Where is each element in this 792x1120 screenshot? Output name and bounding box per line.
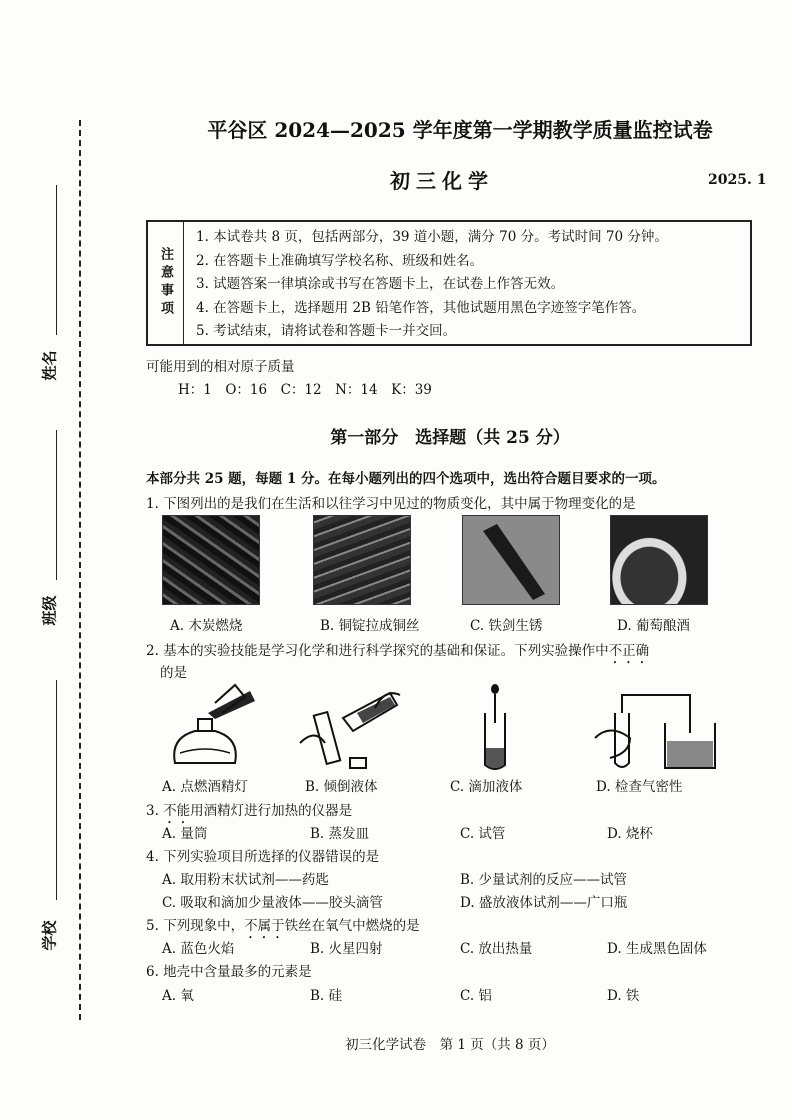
grape-wine-image: [610, 515, 708, 605]
q3-emphasis: 不能: [163, 803, 191, 819]
q3-stem-part: 用酒精灯进行加热的仪器是: [190, 803, 353, 819]
exam-title: 平谷区 2024—2025 学年度第一学期教学质量监控试卷: [207, 118, 713, 142]
class-label: 班级: [40, 595, 59, 626]
q3-number: 3.: [146, 803, 164, 819]
notice-item: 4. 在答题卡上，选择题用 2B 铅笔作答，其他试题用黑色字迹签字笔作答。: [196, 299, 646, 316]
q3-option-c: C. 试管: [460, 826, 506, 842]
question-2-stem: [146, 639, 649, 667]
part-one-title: 第一部分 选择题（共 25 分）: [330, 428, 570, 448]
alcohol-lamp-icon: [160, 683, 260, 773]
q2-option-a: A. 点燃酒精灯: [162, 779, 248, 795]
binding-dashed-line: [79, 120, 81, 1020]
dropper-icon: [470, 683, 520, 773]
exam-subtitle: 初三化学: [390, 169, 494, 193]
q1-option-d: D. 葡萄酿酒: [617, 618, 690, 634]
rusty-sword-image: [462, 515, 560, 605]
q2-option-c: C. 滴加液体: [450, 779, 523, 795]
q2-stem-part: 2. 基本的实验技能是学习化学和进行科学探究的基础和保证。下列实验操作中: [146, 643, 609, 659]
part-one-instructions: 本部分共 25 题，每题 1 分。在每小题列出的四个选项中，选出符合题目要求的一项。: [146, 471, 666, 487]
airtight-check-icon: [590, 683, 720, 773]
school-write-line: [56, 680, 57, 900]
school-label: 学校: [40, 920, 59, 951]
exam-date: 2025. 1: [708, 172, 767, 188]
q4-option-b: B. 少量试剂的反应——试管: [460, 872, 628, 888]
q5-option-a: A. 蓝色火焰: [162, 941, 235, 957]
name-write-line: [56, 185, 57, 335]
q5-option-c: C. 放出热量: [460, 941, 533, 957]
copper-wire-image: [313, 515, 411, 605]
q3-option-d: D. 烧杯: [607, 826, 653, 842]
q1-option-c: C. 铁剑生锈: [470, 618, 543, 634]
q2-option-d: D. 检查气密性: [596, 779, 683, 795]
atomic-mass-title: 可能用到的相对原子质量: [146, 359, 295, 375]
name-label: 姓名: [40, 350, 59, 381]
notice-box: [146, 220, 752, 346]
notice-item: 2. 在答题卡上准确填写学校名称、班级和姓名。: [196, 252, 484, 269]
q4-option-c: C. 吸取和滴加少量液体——胶头滴管: [162, 895, 383, 911]
q2-option-b: B. 倾倒液体: [305, 779, 378, 795]
atomic-mass-values: H：1 O：16 C：12 N：14 K：39: [178, 382, 432, 398]
question-1-stem: 1. 下图列出的是我们在生活和以往学习中见过的物质变化，其中属于物理变化的是: [146, 496, 636, 512]
charcoal-burning-image: [162, 515, 260, 605]
q6-option-a: A. 氧: [162, 988, 194, 1004]
q1-option-a: A. 木炭燃烧: [170, 618, 243, 634]
q6-option-d: D. 铁: [607, 988, 640, 1004]
q4-option-a: A. 取用粉末状试剂——药匙: [162, 872, 329, 888]
q6-option-b: B. 硅: [310, 988, 343, 1004]
pouring-liquid-icon: [295, 683, 405, 773]
q5-number: 5. 下列现象中，: [146, 918, 245, 934]
q5-stem-part: 铁丝在氧气中燃烧的是: [284, 918, 420, 934]
q5-option-d: D. 生成黑色固体: [607, 941, 707, 957]
q5-emphasis: 不属于: [244, 918, 285, 934]
notice-item: 5. 考试结束，请将试卷和答题卡一并交回。: [196, 323, 457, 339]
q6-option-c: C. 铝: [460, 988, 492, 1004]
question-2-stem-cont: 的是: [160, 665, 187, 681]
class-write-line: [56, 430, 57, 580]
q1-option-b: B. 铜锭拉成铜丝: [320, 618, 420, 634]
q3-option-a: A. 量筒: [162, 826, 208, 842]
question-4-stem: 4. 下列实验项目所选择的仪器错误的是: [146, 849, 380, 865]
notice-item: 1. 本试卷共 8 页，包括两部分，39 道小题，满分 70 分。考试时间 70 分钟。: [196, 229, 668, 245]
notice-list: [196, 226, 668, 344]
page-footer: 初三化学试卷 第 1 页（共 8 页）: [345, 1037, 555, 1053]
q2-emphasis: 不正确: [608, 643, 650, 659]
q4-option-d: D. 盛放液体试剂——广口瓶: [460, 895, 628, 911]
q3-option-b: B. 蒸发皿: [310, 826, 370, 842]
question-6-stem: 6. 地壳中含量最多的元素是: [146, 964, 312, 980]
sword-icon: [463, 516, 560, 605]
notice-item: 3. 试题答案一律填涂或书写在答题卡上，在试卷上作答无效。: [196, 276, 565, 292]
q5-option-b: B. 火星四射: [310, 941, 383, 957]
notice-heading: 注意事项: [148, 222, 184, 344]
